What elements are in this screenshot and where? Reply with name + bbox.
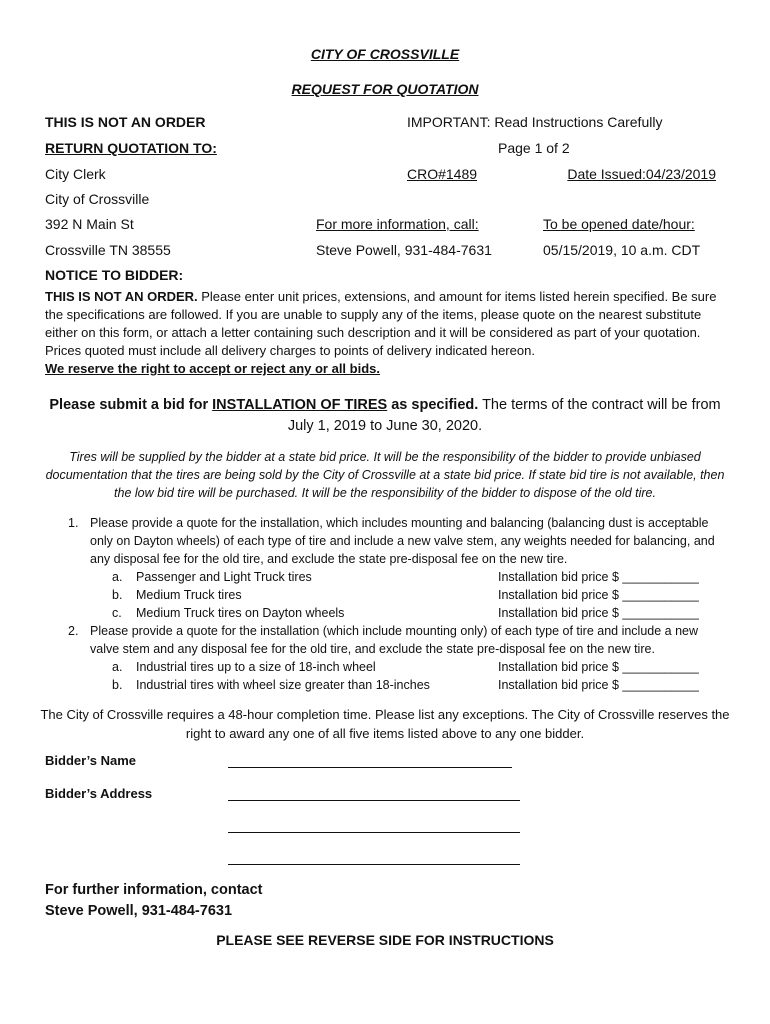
notice-heading: NOTICE TO BIDDER:	[45, 267, 184, 283]
price-field[interactable]: Installation bid price $ ___________	[498, 606, 699, 620]
submit-instruction	[40, 395, 730, 437]
reserve-rights: We reserve the right to accept or reject any or all bids.	[45, 361, 380, 376]
bidder-name-field[interactable]	[228, 767, 512, 768]
price-field[interactable]: Installation bid price $ ___________	[498, 588, 699, 602]
opened-date-value: 05/15/2019, 10 a.m. CDT	[543, 242, 701, 258]
sub-item-text: Industrial tires up to a size of 18-inch wheel	[136, 660, 376, 674]
item-description: Please provide a quote for the installation, which includes mounting and balancing (balancing dust is acceptable only on Dayton wheels) of each type of tire and include a new valve stem, any weights needed for balancing, and any disposal fee for the old tire, and exclude the state pre-disposal fee on the new tire.	[90, 516, 715, 566]
city-title: CITY OF CROSSVILLE	[310, 46, 460, 62]
further-info-label: For further information, contact	[45, 882, 263, 898]
address-line-2: City of Crossville	[45, 191, 150, 207]
bidder-address-label: Bidder’s Address	[45, 786, 153, 801]
sub-item-letter: b.	[112, 588, 123, 602]
important-note: IMPORTANT: Read Instructions Carefully	[407, 114, 663, 130]
sub-item-letter: b.	[112, 678, 123, 692]
page-number: Page 1 of 2	[498, 140, 570, 156]
quote-item-list	[60, 514, 720, 694]
further-info-contact: Steve Powell, 931-484-7631	[45, 903, 233, 919]
sub-item	[60, 568, 720, 586]
sub-item	[60, 586, 720, 604]
notice-lead: THIS IS NOT AN ORDER.	[45, 289, 198, 304]
bidder-address-field-3[interactable]	[228, 864, 520, 865]
sub-item-text: Medium Truck tires	[136, 588, 242, 602]
sub-item-letter: a.	[112, 570, 123, 584]
address-line-1: City Clerk	[45, 166, 106, 182]
sub-item-text: Medium Truck tires on Dayton wheels	[136, 606, 345, 620]
submit-item: INSTALLATION OF TIRES	[212, 397, 388, 413]
sub-item	[60, 676, 720, 694]
return-quotation-label: RETURN QUOTATION TO:	[45, 140, 217, 156]
sub-item-text: Industrial tires with wheel size greater than 18-inches	[136, 678, 430, 692]
bidder-name-label: Bidder’s Name	[45, 753, 137, 768]
notice-text: Please enter unit prices, extensions, and amount for items listed herein specified. Be sure the specifications are followed. If you are unable to supply any of the items, please quote on the nearest substitute either on this form, or attach a letter containing such description and it will be considered as part of your quotation. Prices quoted must include all delivery charges to points of delivery indicated hereon.	[45, 289, 717, 358]
contract-terms: The terms of the contract will be from July 1, 2019 to June 30, 2020.	[287, 397, 721, 434]
submit-prefix: Please submit a bid for	[49, 397, 213, 413]
quote-item-1	[60, 514, 720, 568]
tires-note: Tires will be supplied by the bidder at a state bid price. It will be the responsibility of the bidder to provide unbiased documentation that the tires are being sold by the City of Crossville at a state bid price. If state bid tire is not available, then the low bid tire will be purchased. It will be the responsibility of the bidder to dispose of the old tire.	[45, 450, 725, 500]
sub-item-text: Passenger and Light Truck tires	[136, 570, 312, 584]
item-description: Please provide a quote for the installation (which include mounting only) of each type of tire and include a new valve stem and any disposal fee for the old tire, and exclude the state pre-disposal fee on the new tire.	[90, 624, 699, 656]
notice-body	[45, 288, 725, 378]
item-number: 1.	[68, 516, 79, 530]
address-line-3: 392 N Main St	[45, 216, 134, 232]
more-info-contact: Steve Powell, 931-484-7631	[316, 242, 492, 258]
address-line-4: Crossville TN 38555	[45, 242, 171, 258]
sub-item	[60, 658, 720, 676]
price-field[interactable]: Installation bid price $ ___________	[498, 678, 699, 692]
price-field[interactable]: Installation bid price $ ___________	[498, 570, 699, 584]
more-info-label: For more information, call:	[316, 216, 479, 232]
not-an-order-label: THIS IS NOT AN ORDER	[45, 114, 206, 130]
bidder-address-field-1[interactable]	[228, 800, 520, 801]
sub-item	[60, 604, 720, 622]
item-number: 2.	[68, 624, 79, 638]
bidder-address-field-2[interactable]	[228, 832, 520, 833]
document-title: REQUEST FOR QUOTATION	[291, 81, 479, 97]
price-field[interactable]: Installation bid price $ ___________	[498, 660, 699, 674]
quote-item-2	[60, 622, 720, 658]
reverse-side-note: PLEASE SEE REVERSE SIDE FOR INSTRUCTIONS	[216, 932, 554, 948]
sub-item-letter: a.	[112, 660, 123, 674]
sub-item-letter: c.	[112, 606, 122, 620]
completion-note: The City of Crossville requires a 48-hour completion time. Please list any exceptions. The City of Crossville reserves the right to award any one of all five items listed above to any one bidder.	[40, 707, 730, 741]
cro-number: CRO#1489	[407, 166, 478, 182]
opened-date-label: To be opened date/hour:	[543, 216, 695, 232]
submit-suffix: as specified.	[387, 397, 479, 413]
date-issued: Date Issued:04/23/2019	[567, 166, 716, 182]
